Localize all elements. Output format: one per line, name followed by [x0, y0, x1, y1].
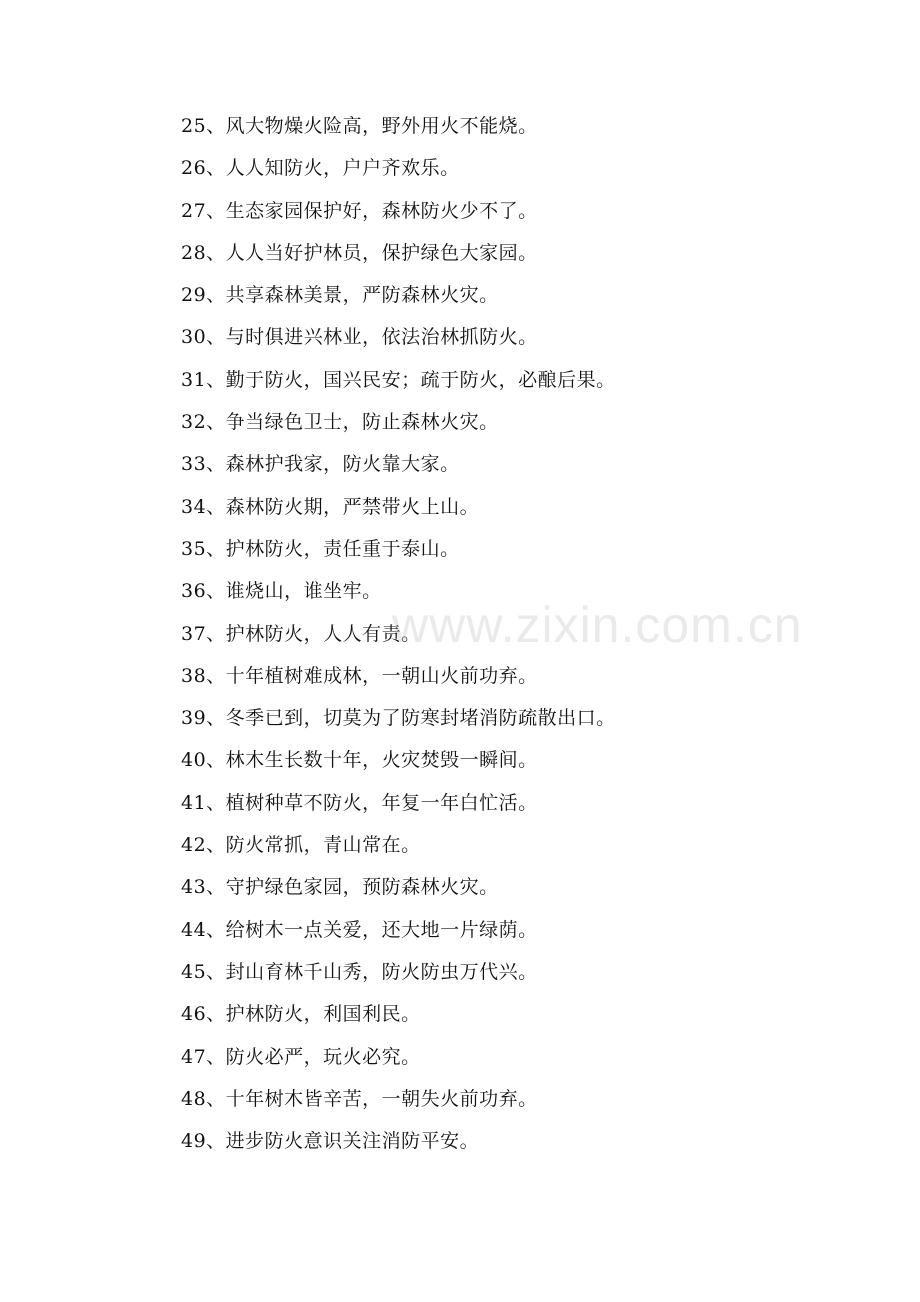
list-item: 43、守护绿色家园，预防森林火灾。 — [181, 876, 499, 899]
list-item: 34、森林防火期，严禁带火上山。 — [181, 495, 480, 518]
list-item: 29、共享森林美景，严防森林火灾。 — [181, 284, 499, 307]
list-item: 39、冬季已到，切莫为了防寒封堵消防疏散出口。 — [181, 707, 616, 730]
list-item: 31、勤于防火，国兴民安；疏于防火，必酿后果。 — [181, 368, 616, 391]
list-item: 40、林木生长数十年，火灾焚毁一瞬间。 — [181, 749, 538, 772]
list-item: 38、十年植树难成林，一朝山火前功弃。 — [181, 664, 538, 687]
watermark: www.zixin.com.cn — [392, 597, 803, 653]
list-item: 49、进步防火意识关注消防平安。 — [181, 1130, 480, 1153]
list-item: 36、谁烧山，谁坐牢。 — [181, 580, 382, 603]
list-item: 48、十年树木皆辛苦，一朝失火前功弃。 — [181, 1087, 538, 1110]
list-item: 25、风大物燥火险高，野外用火不能烧。 — [181, 115, 538, 137]
list-item: 44、给树木一点关爱，还大地一片绿荫。 — [181, 918, 538, 941]
list-item: 47、防火必严，玩火必究。 — [181, 1045, 421, 1068]
list-item: 30、与时俱进兴林业，依法治林抓防火。 — [181, 326, 538, 349]
list-item: 42、防火常抓，青山常在。 — [181, 834, 421, 857]
list-item: 45、封山育林千山秀，防火防虫万代兴。 — [181, 960, 538, 983]
slogan-list — [181, 108, 821, 1165]
list-item: 33、森林护我家，防火靠大家。 — [181, 453, 460, 476]
list-item: 32、争当绿色卫士，防止森林火灾。 — [181, 411, 499, 434]
list-item: 28、人人当好护林员，保护绿色大家园。 — [181, 241, 538, 264]
list-item: 27、生态家园保护好，森林防火少不了。 — [181, 199, 538, 222]
list-item: 41、植树种草不防火，年复一年白忙活。 — [181, 791, 538, 814]
list-item: 37、护林防火，人人有责。 — [181, 622, 421, 645]
list-item: 26、人人知防火，户户齐欢乐。 — [181, 157, 460, 180]
list-item: 46、护林防火，利国利民。 — [181, 1003, 421, 1026]
list-item: 35、护林防火，责任重于泰山。 — [181, 537, 460, 560]
